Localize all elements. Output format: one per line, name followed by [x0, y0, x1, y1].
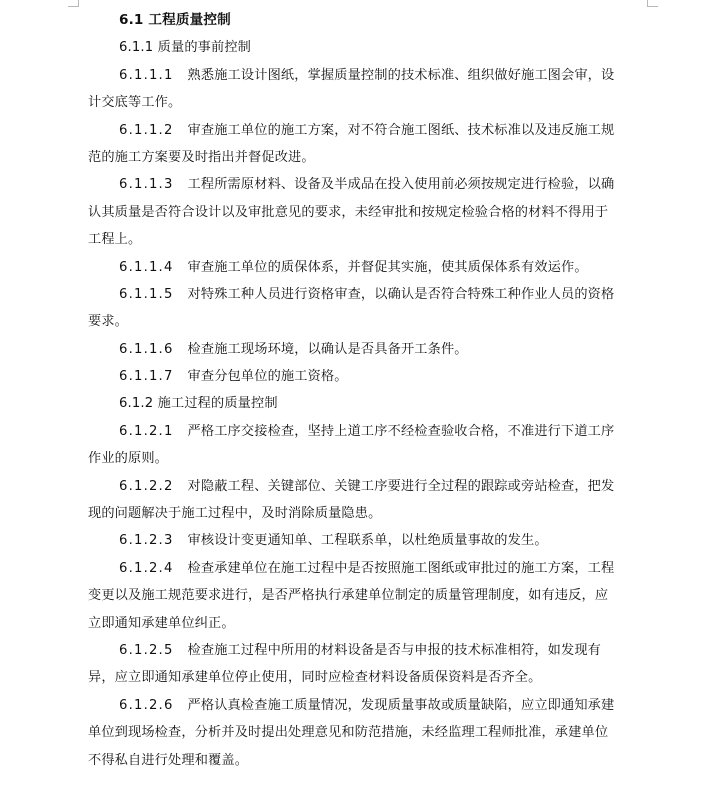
clause-continuation-line	[88, 199, 652, 226]
subsection-heading-text: 6.1.2 施工过程的质量控制	[119, 396, 278, 412]
clause-text: 审查施工单位的质保体系，并督促其实施，使其质保体系有效运作。	[187, 259, 588, 275]
clause-number: 6.1.2.2	[119, 478, 174, 494]
clause-number: 6.1.2.1	[119, 423, 174, 439]
clause-text: 严格工序交接检查，坚持上道工序不经检查验收合格，不准进行下道工序	[187, 423, 615, 439]
clause-number: 6.1.1.6	[119, 341, 174, 357]
clause-continuation-line	[88, 664, 652, 691]
clause-line	[88, 254, 652, 281]
clause-continuation-line	[88, 719, 652, 746]
clause-line	[88, 555, 652, 582]
clause-number: 6.1.1.7	[119, 369, 174, 385]
clause-continuation-line	[88, 144, 652, 171]
clause-text: 对隐蔽工程、关键部位、关键工序要进行全过程的跟踪或旁站检查，把发	[187, 478, 615, 494]
clause-number: 6.1.1.4	[119, 259, 174, 275]
section-heading	[88, 7, 652, 34]
clause-text: 异，应立即通知承建单位停止使用，同时应检查材料设备质保资料是否齐全。	[88, 670, 542, 686]
clause-line	[88, 62, 652, 89]
clause-number: 6.1.1.5	[119, 286, 174, 302]
clause-line	[88, 171, 652, 198]
clause-continuation-line	[88, 747, 652, 774]
clause-continuation-line	[88, 610, 652, 637]
clause-number: 6.1.1.2	[119, 122, 174, 138]
clause-text: 严格认真检查施工质量情况，发现质量事故或质量缺陷，应立即通知承建	[187, 697, 615, 713]
crop-mark-top-left	[68, 0, 79, 7]
clause-text: 变更以及施工规范要求进行，是否严格执行承建单位制定的质量管理制度，如有违反，应	[88, 588, 609, 604]
subsection-heading	[88, 34, 652, 61]
clause-text: 单位到现场检查，分析并及时提出处理意见和防范措施，未经监理工程师批准，承建单位	[88, 725, 609, 741]
clause-continuation-line	[88, 308, 652, 335]
clause-text: 作业的原则。	[88, 451, 169, 467]
clause-line	[88, 281, 652, 308]
clause-text: 范的施工方案要及时指出并督促改进。	[88, 149, 315, 165]
clause-text: 检查施工过程中所用的材料设备是否与申报的技术标准相符，如发现有	[187, 642, 602, 658]
clause-text: 审核设计变更通知单、工程联系单，以杜绝质量事故的发生。	[187, 533, 548, 549]
subsection-heading	[88, 390, 652, 417]
clause-continuation-line	[88, 226, 652, 253]
clause-text: 要求。	[88, 314, 129, 330]
clause-text: 计交底等工作。	[88, 95, 182, 111]
clause-text: 工程上。	[88, 232, 142, 248]
section-heading-text: 6.1 工程质量控制	[119, 12, 231, 28]
clause-text: 检查承建单位在施工过程中是否按照施工图纸或审批过的施工方案，工程	[187, 560, 615, 576]
clause-line	[88, 692, 652, 719]
clause-text: 审查分包单位的施工资格。	[187, 369, 348, 385]
clause-line	[88, 527, 652, 554]
clause-number: 6.1.2.4	[119, 560, 174, 576]
clause-continuation-line	[88, 582, 652, 609]
clause-text: 不得私自进行处理和覆盖。	[88, 752, 249, 768]
clause-line	[88, 117, 652, 144]
clause-text: 认其质量是否符合设计以及审批意见的要求，未经审批和按规定检验合格的材料不得用于	[88, 204, 609, 220]
document-body	[88, 7, 652, 774]
clause-line	[88, 637, 652, 664]
clause-line	[88, 336, 652, 363]
clause-number: 6.1.2.3	[119, 533, 174, 549]
clause-text: 对特殊工种人员进行资格审查，以确认是否符合特殊工种作业人员的资格	[187, 286, 615, 302]
clause-text: 工程所需原材料、设备及半成品在投入使用前必须按规定进行检验，以确	[187, 177, 615, 193]
clause-line	[88, 473, 652, 500]
clause-text: 现的问题解决于施工过程中，及时消除质量隐患。	[88, 506, 382, 522]
subsection-heading-text: 6.1.1 质量的事前控制	[119, 40, 252, 56]
clause-text: 立即通知承建单位纠正。	[88, 615, 235, 631]
clause-continuation-line	[88, 500, 652, 527]
clause-line	[88, 363, 652, 390]
clause-number: 6.1.2.5	[119, 642, 174, 658]
crop-mark-top-right	[647, 0, 658, 7]
clause-line	[88, 418, 652, 445]
clause-text: 检查施工现场环境，以确认是否具备开工条件。	[187, 341, 468, 357]
clause-text: 审查施工单位的施工方案，对不符合施工图纸、技术标准以及违反施工规	[187, 122, 615, 138]
clause-text: 熟悉施工设计图纸，掌握质量控制的技术标准、组织做好施工图会审，设	[187, 67, 615, 83]
clause-number: 6.1.1.1	[119, 67, 174, 83]
clause-number: 6.1.2.6	[119, 697, 174, 713]
clause-number: 6.1.1.3	[119, 177, 174, 193]
clause-continuation-line	[88, 89, 652, 116]
clause-continuation-line	[88, 445, 652, 472]
